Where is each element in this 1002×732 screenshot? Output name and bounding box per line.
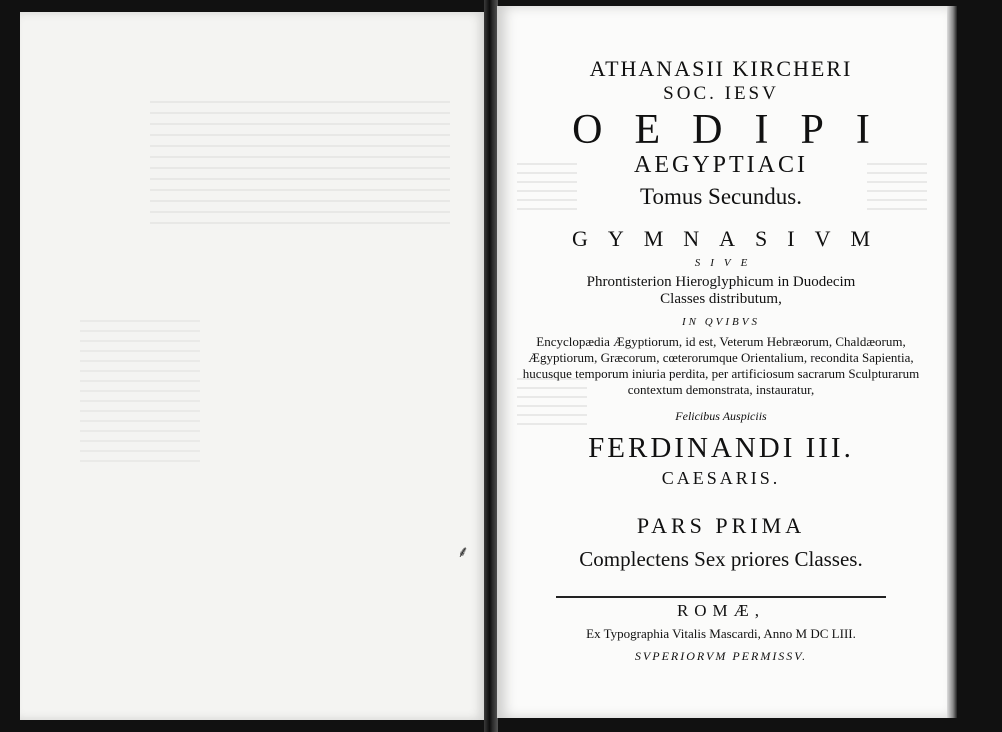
dedicatee-name: FERDINANDI III. bbox=[588, 432, 854, 464]
felicibus-line: Felicibus Auspiciis bbox=[675, 409, 767, 423]
show-through-text bbox=[80, 312, 200, 462]
ink-speck-icon: ⸙ bbox=[457, 544, 470, 561]
society-line: SOC. IESV bbox=[663, 83, 779, 104]
gymnasium-title: GYMNASIVM bbox=[571, 226, 891, 251]
imprint-place: ROMÆ, bbox=[676, 601, 766, 620]
description-paragraph: Encyclopædia Ægyptiorum, id est, Veterum Hebræorum, Chaldæorum, Ægyptiorum, Græcorum, cœterorumque Orientalium, recondita Sapientia, hucusque temporum iniuria perdita, per artificiosum sacrarum Sculpturarum contextum demonstrata, instauratur, bbox=[522, 334, 920, 397]
work-subtitle: AEGYPTIACI bbox=[634, 152, 808, 178]
left-page-blank bbox=[20, 12, 486, 720]
caesaris-line: CAESARIS. bbox=[661, 468, 781, 488]
work-title: OEDIPI bbox=[572, 107, 902, 153]
imprint-permission: SVPERIORVM PERMISSV. bbox=[634, 649, 808, 663]
title-block bbox=[511, 54, 931, 662]
page-edge bbox=[947, 6, 957, 718]
book-gutter bbox=[484, 0, 498, 732]
imprint-printer: Ex Typographia Vitalis Mascardi, Anno M DC LIII. bbox=[586, 626, 856, 641]
in-quibus-line: IN QVIBVS bbox=[681, 316, 760, 328]
show-through-text bbox=[150, 92, 450, 232]
classes-line: Classes distributum, bbox=[660, 291, 782, 307]
volume-line: Tomus Secundus. bbox=[640, 184, 802, 209]
horizontal-rule bbox=[556, 596, 886, 598]
phrontisterion-line: Phrontisterion Hieroglyphicum in Duodecim bbox=[586, 274, 856, 290]
sive-line: SIVE bbox=[694, 257, 758, 269]
part-subtitle: Complectens Sex priores Classes. bbox=[579, 547, 863, 571]
part-title: PARS PRIMA bbox=[636, 513, 806, 538]
author-name: ATHANASII KIRCHERI bbox=[589, 56, 853, 81]
title-page bbox=[497, 6, 947, 718]
